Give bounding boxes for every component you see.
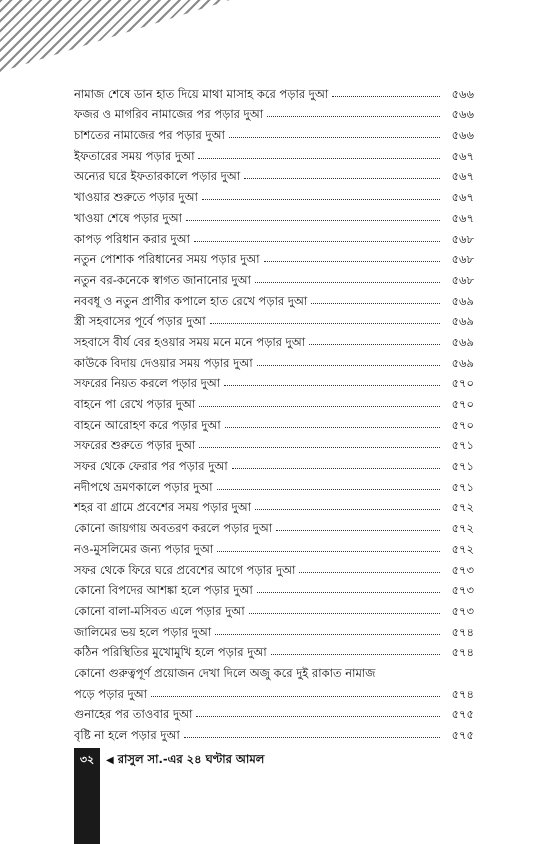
toc-entry-title: স্ত্রী সহবাসের পূর্বে পড়ার দুআ <box>74 314 206 329</box>
toc-entry-page: ৫৭৪ <box>451 686 474 701</box>
toc-entry <box>74 597 474 618</box>
toc-entry-page: ৫৭২ <box>451 541 474 556</box>
toc-entry-page: ৫৭২ <box>451 521 474 536</box>
table-of-contents <box>74 80 474 742</box>
toc-entry-title: কোনো বিপদের আশঙ্কা হলে পড়ার দুআ <box>74 583 253 598</box>
dot-leader <box>199 406 440 407</box>
dot-leader <box>199 447 440 448</box>
toc-entry-page: ৫৭০ <box>451 397 474 411</box>
toc-entry <box>74 556 474 577</box>
toc-entry <box>74 308 474 329</box>
dot-leader <box>309 344 440 345</box>
toc-entry <box>74 266 474 287</box>
toc-entry-title: কোনো জায়গায় অবতরণ করলে পড়ার দুআ <box>74 521 273 536</box>
toc-entry-page: ৫৭৫ <box>451 728 474 742</box>
toc-entry <box>74 432 474 453</box>
toc-entry <box>74 183 474 204</box>
dot-leader <box>255 282 440 283</box>
toc-entry <box>74 142 474 163</box>
dot-leader <box>217 551 440 552</box>
toc-entry <box>74 121 474 142</box>
toc-entry-page: ৫৬৭ <box>451 148 474 163</box>
toc-entry-title: নববধূ ও নতুন প্রাণীর কপালে হাত রেখে পড়ার দুআ <box>74 293 308 308</box>
toc-entry-page: ৫৬৭ <box>451 190 474 205</box>
dot-leader <box>232 468 440 469</box>
toc-entry-title: বাহনে পা রেখে পড়ার দুআ <box>74 397 196 411</box>
toc-entry <box>74 287 474 308</box>
toc-entry <box>74 577 474 598</box>
toc-entry <box>74 494 474 515</box>
toc-entry <box>74 204 474 225</box>
toc-entry-title: কাপড় পরিধান করার দুআ <box>74 231 190 246</box>
toc-entry-page: ৫৭১ <box>451 479 474 494</box>
toc-entry-page: ৫৬৯ <box>451 355 474 370</box>
toc-entry-title: শহর বা গ্রামে প্রবেশের সময় পড়ার দুআ <box>74 500 252 515</box>
toc-entry-title: অন্যের ঘরে ইফতারকালে পড়ার দুআ <box>74 169 241 184</box>
toc-entry <box>74 328 474 349</box>
toc-entry <box>74 246 474 267</box>
toc-entry-page: ৫৬৯ <box>451 293 474 308</box>
toc-entry-title: চাশতের নামাজের পর পড়ার দুআ <box>74 128 225 143</box>
toc-entry-title: ফজর ও মাগরিব নামাজের পর পড়ার দুআ <box>74 107 264 122</box>
toc-entry-title: নতুন বর-কনেকে স্বাগত জানানোর দুআ <box>74 272 251 287</box>
toc-entry-title: গুনাহের পর তাওবার দুআ <box>74 707 193 722</box>
toc-entry-title: খাওয়া শেষে পড়ার দুআ <box>74 210 182 225</box>
dot-leader <box>332 96 440 97</box>
toc-entry <box>74 452 474 473</box>
dot-leader <box>271 654 440 655</box>
dot-leader <box>151 696 440 697</box>
page-footer <box>74 748 264 772</box>
toc-entry-title: সফরের শুরুতে পড়ার দুআ <box>74 438 196 453</box>
toc-entry-page: ৫৭৫ <box>451 707 474 722</box>
dot-leader <box>215 634 440 635</box>
dot-leader <box>202 199 440 200</box>
toc-entry-title: নামাজ শেষে ডান হাত দিয়ে মাথা মাসাহ করে পড়ার দুআ <box>74 86 329 101</box>
running-title: রাসুল সা.-এর ২৪ ঘণ্টার আমল <box>117 751 265 766</box>
toc-entry-page: ৫৬৮ <box>451 231 474 246</box>
toc-entry <box>74 659 474 680</box>
dot-leader <box>194 241 440 242</box>
page-number: ৩২ <box>79 752 95 766</box>
toc-entry-title: নতুন পোশাক পরিধানের সময় পড়ার দুআ <box>74 252 260 267</box>
dot-leader <box>244 178 440 179</box>
toc-entry-title: ইফতারের সময় পড়ার দুআ <box>74 148 195 163</box>
toc-entry-page: ৫৬৭ <box>451 210 474 225</box>
toc-entry-title: সফরের নিয়ত করলে পড়ার দুআ <box>74 376 221 391</box>
toc-entry <box>74 80 474 101</box>
toc-entry-title: খাওয়ার শুরুতে পড়ার দুআ <box>74 190 198 205</box>
toc-entry-page: ৫৭১ <box>451 459 474 474</box>
toc-entry <box>74 639 474 660</box>
toc-entry-title: পড়ে পড়ার দুআ <box>74 686 148 701</box>
toc-entry <box>74 370 474 391</box>
dot-leader <box>198 158 440 159</box>
toc-entry-title: বৃষ্টি না হলে পড়ার দুআ <box>74 728 180 742</box>
toc-entry-page: ৫৭৩ <box>451 603 474 618</box>
toc-entry-title: বাহনে আরোহণ করে পড়ার দুআ <box>74 417 221 432</box>
toc-entry-page: ৫৬৮ <box>451 252 474 267</box>
dot-leader <box>217 489 440 490</box>
toc-entry-page: ৫৬৬ <box>451 107 474 122</box>
toc-entry <box>74 618 474 639</box>
toc-entry-title: কাউকে বিদায় দেওয়ার সময় পড়ার দুআ <box>74 355 253 370</box>
dot-leader <box>264 261 440 262</box>
dot-leader <box>210 323 440 324</box>
toc-entry-page: ৫৭১ <box>451 438 474 453</box>
dot-leader <box>299 572 440 573</box>
toc-entry-page: ৫৬৮ <box>451 272 474 287</box>
toc-entry-page: ৫৬৬ <box>451 86 474 101</box>
dot-leader <box>267 116 440 117</box>
toc-entry <box>74 349 474 370</box>
toc-entry-title: সহবাসে বীর্য বের হওয়ার সময় মনে মনে পড়ার দুআ <box>74 334 306 349</box>
dot-leader <box>257 592 440 593</box>
left-triangle-icon: ◀ <box>106 754 114 766</box>
toc-entry-page: ৫৭৩ <box>451 562 474 577</box>
dot-leader <box>311 303 440 304</box>
decorative-stripes <box>0 0 230 72</box>
toc-entry-page: ৫৭০ <box>451 376 474 391</box>
toc-entry-page: ৫৭৪ <box>451 645 474 660</box>
toc-entry-page: ৫৬৯ <box>451 334 474 349</box>
toc-entry-page: ৫৭৩ <box>451 583 474 598</box>
toc-entry <box>74 514 474 535</box>
toc-entry <box>74 473 474 494</box>
toc-entry <box>74 701 474 722</box>
toc-entry <box>74 680 474 701</box>
dot-leader <box>196 716 440 717</box>
dot-leader <box>225 427 440 428</box>
toc-entry-title: কঠিন পরিস্থিতির মুখোমুখি হলে পড়ার দুআ <box>74 645 267 660</box>
toc-entry-title: সফর থেকে ফিরে ঘরে প্রবেশের আগে পড়ার দুআ <box>74 562 296 577</box>
toc-entry-title: জালিমের ভয় হলে পড়ার দুআ <box>74 624 212 639</box>
toc-entry-title: নদীপথে ভ্রমণকালে পড়ার দুআ <box>74 479 213 494</box>
toc-entry <box>74 721 474 742</box>
dot-leader <box>229 137 440 138</box>
toc-entry-page: ৫৭০ <box>451 417 474 432</box>
toc-entry-page: ৫৬৯ <box>451 314 474 329</box>
toc-entry-title: সফর থেকে ফেরার পর পড়ার দুআ <box>74 459 228 474</box>
toc-entry <box>74 225 474 246</box>
toc-entry-page: ৫৬৭ <box>451 169 474 184</box>
toc-entry-page: ৫৬৬ <box>451 128 474 143</box>
toc-entry-title: কোনো বালা-মসিবত এলে পড়ার দুআ <box>74 603 245 618</box>
dot-leader <box>255 509 440 510</box>
dot-leader <box>224 385 440 386</box>
toc-entry-page: ৫৭৪ <box>451 624 474 639</box>
toc-entry <box>74 101 474 122</box>
toc-entry-page: ৫৭২ <box>451 500 474 515</box>
toc-entry <box>74 411 474 432</box>
toc-entry <box>74 390 474 411</box>
toc-entry-title: কোনো গুরুত্বপূর্ণ প্রয়োজন দেখা দিলে অজু করে দুই রাকাত নামাজ <box>74 665 376 680</box>
dot-leader <box>257 365 440 366</box>
toc-entry <box>74 163 474 184</box>
dot-leader <box>186 220 440 221</box>
dot-leader <box>184 737 440 738</box>
toc-entry-title: নও-মুসলিমের জন্য পড়ার দুআ <box>74 541 214 556</box>
dot-leader <box>276 530 440 531</box>
dot-leader <box>249 613 440 614</box>
toc-entry <box>74 535 474 556</box>
